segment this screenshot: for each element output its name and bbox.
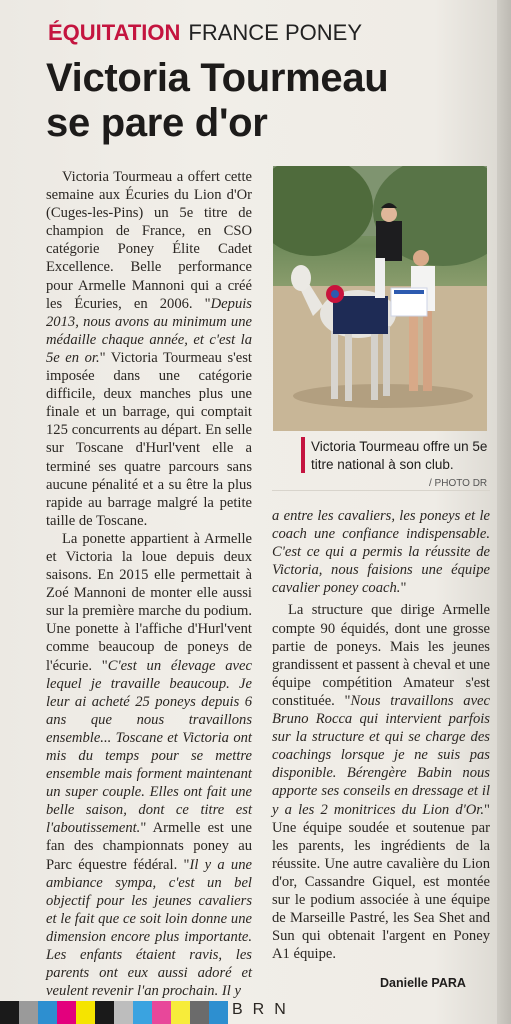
section-label: ÉQUITATION [48,20,181,45]
article-column-1 [46,168,252,1000]
paragraph [272,507,490,597]
quote-text: a entre les cavaliers, les poneys et le coach une confiance indispensable. C'est ce qui a permis la réussite de Victoria, nous faisions une équipe cavalier poney coach. [272,508,490,597]
color-swatch [133,1001,152,1024]
text-run: " [400,580,407,597]
caption-accent-bar [301,437,305,473]
page-fold [497,0,511,1024]
color-swatch [171,1001,190,1024]
text-run: La ponette appartient à Armelle et Victoria la loue depuis deux saisons. En 2015 elle permettait à Zoé Mannoni de monter elle aussi sur la première marche du podium. Une ponette à l'affiche d'Hurl'vent comme beaucoup de poneys de l'écurie. " [46,530,252,674]
quote-text: Nous travaillons avec Bruno Rocca qui intervient parfois sur la structure et qui se charge des coachings lorsque je ne suis pas disponible. Bérengère Babin nous apporte ses conseils en dressage et il y a les 2 monitrices du Lion d'Or. [272,692,491,818]
headline-line-2: se pare d'or [46,101,268,145]
paragraph [46,530,252,1000]
color-swatch [152,1001,171,1024]
text-run: Victoria Tourmeau a offert cette semaine aux Écuries du Lion d'Or (Cuges-les-Pins) un 5e titre de champion de France, en CSO catégorie Poney Élite Cadet Excellence. Belle performance pour Armelle Mannoni qui a créé les Écuries, en 2006. " [46,169,252,312]
color-swatch [76,1001,95,1024]
quote-text: Il y a une ambiance sympa, c'est un bel objectif pour les jeunes cavaliers et le fait que ce soit loin donne une dimension encore plus importante. Les enfants étaient ravis, les parents ont eux aussi adoré et veulent revenir l'an prochain. Il y [46,856,252,1000]
color-swatch [95,1001,114,1024]
article-photo [273,166,487,431]
author-signature: Danielle PARA [380,976,466,990]
headline-line-1: Victoria Tourmeau [46,56,389,100]
quote-text: Depuis 2013, nous avons au minimum une médaille chaque année, et c'est la 5e en or. [46,295,252,366]
article-column-2 [272,507,490,963]
article-headline [46,56,486,146]
print-registration-marks: BRN [232,1001,296,1018]
caption-divider [272,490,490,491]
quote-text: C'est un élevage avec lequel je travaille beaucoup. Je leur ai acheté 25 poneys depuis 6 ans que nous travaillons ensemble... Toscane et Victoria ont mis du temps pour se mettre ensemble mais forment maintenant un super couple. Elles ont fait une belle saison, dont ce titre est l'aboutissement. [46,657,252,837]
color-swatch [114,1001,133,1024]
text-run: " Une équipe soudée et soutenue par les parents, les ingrédients de la réussite. Une autre cavalière du Lion d'or, Cassandre Giquel, est montée sur le podium associée à une équipe de Marseille Pastré, les Sea Shet and Sun qui obtenait l'argent en Poney A1 équipe. [272,801,490,963]
text-run: " Armelle est une fan des championnats poney au Parc équestre fédéral. " [46,820,252,873]
color-swatch [57,1001,76,1024]
color-swatch [190,1001,209,1024]
paragraph [46,168,252,530]
color-swatch [0,1001,19,1024]
subsection-label: FRANCE PONEY [188,20,362,45]
photo-credit: / PHOTO DR [429,478,488,489]
photo-rider-pony-illustration [273,166,487,431]
color-swatch [38,1001,57,1024]
color-swatch [209,1001,228,1024]
color-swatch [19,1001,38,1024]
photo-caption: Victoria Tourmeau offre un 5e titre national à son club. [311,439,488,472]
print-color-bar [0,1001,228,1024]
section-header [48,20,362,46]
text-run: La structure que dirige Armelle compte 90 équidés, dont une grosse partie de poneys. Mais les jeunes grandissent et passent à cheval et une équipe compétition Amateur s'est constituée. " [272,602,491,709]
text-run: " Victoria Tourmeau s'est imposée dans une catégorie difficile, deux manches plus une finale et un barrage, qui comptait 125 concurrents au départ. En selle sur Toscane d'Hurl'vent elle a terminé ses quatre parcours sans aucune pénalité et a su être la plus rapide au barrage malgré la petite taille de Toscane. [46,349,252,529]
paragraph [272,601,490,963]
